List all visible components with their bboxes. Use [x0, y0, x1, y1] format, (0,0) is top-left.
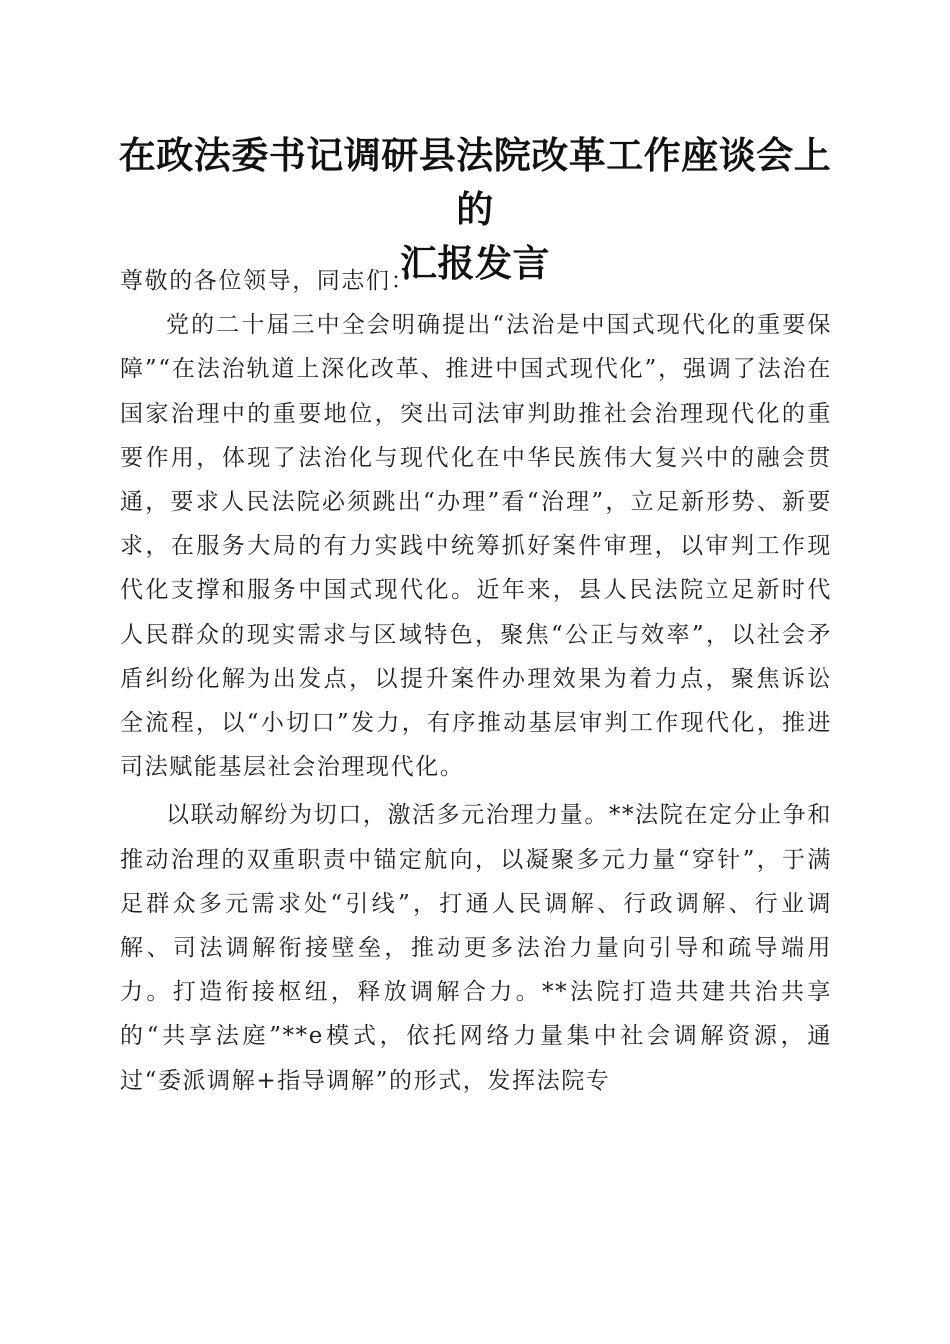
- paragraph-intro: 党的二十届三中全会明确提出“法治是中国式现代化的重要保障”“在法治轨道上深化改革、推进中国式现代化”，强调了法治在国家治理中的重要地位，突出司法审判助推社会治理现代化的重要作用，体现了法治化与现代化在中华民族伟大复兴中的融会贯通，要求人民法院必须跳出“办理”看“治理”，立足新形势、新要求，在服务大局的有力实践中统筹抓好案件审理，以审判工作现代化支撑和服务中国式现代化。近年来，县人民法院立足新时代人民群众的现实需求与区域特色，聚焦“公正与效率”，以社会矛盾纠纷化解为出发点，以提升案件办理效果为着力点，聚焦诉讼全流程，以“小切口”发力，有序推动基层审判工作现代化，推进司法赋能基层社会治理现代化。: [120, 312, 832, 781]
- paragraph-linkage-mediation: 以联动解纷为切口，激活多元治理力量。**法院在定分止争和推动治理的双重职责中锚定航向，以凝聚多元力量“穿针”，于满足群众多元需求处“引线”，打通人民调解、行政调解、行业调解、司法调解衔接壁垒，推动更多法治力量向引导和疏导端用力。打造衔接枢纽，释放调解合力。**法院打造共建共治共享的“共享法庭”**e模式，依托网络力量集中社会调解资源，通过“委派调解+指导调解”的形式，发挥法院专: [120, 802, 832, 1094]
- document-body: [120, 259, 832, 1103]
- title-line-1: 在政法委书记调研县法院改革工作座谈会上的: [118, 133, 832, 231]
- title-line-2: 汇报发言: [400, 241, 550, 285]
- salutation: 尊敬的各位领导，同志们：: [120, 268, 416, 294]
